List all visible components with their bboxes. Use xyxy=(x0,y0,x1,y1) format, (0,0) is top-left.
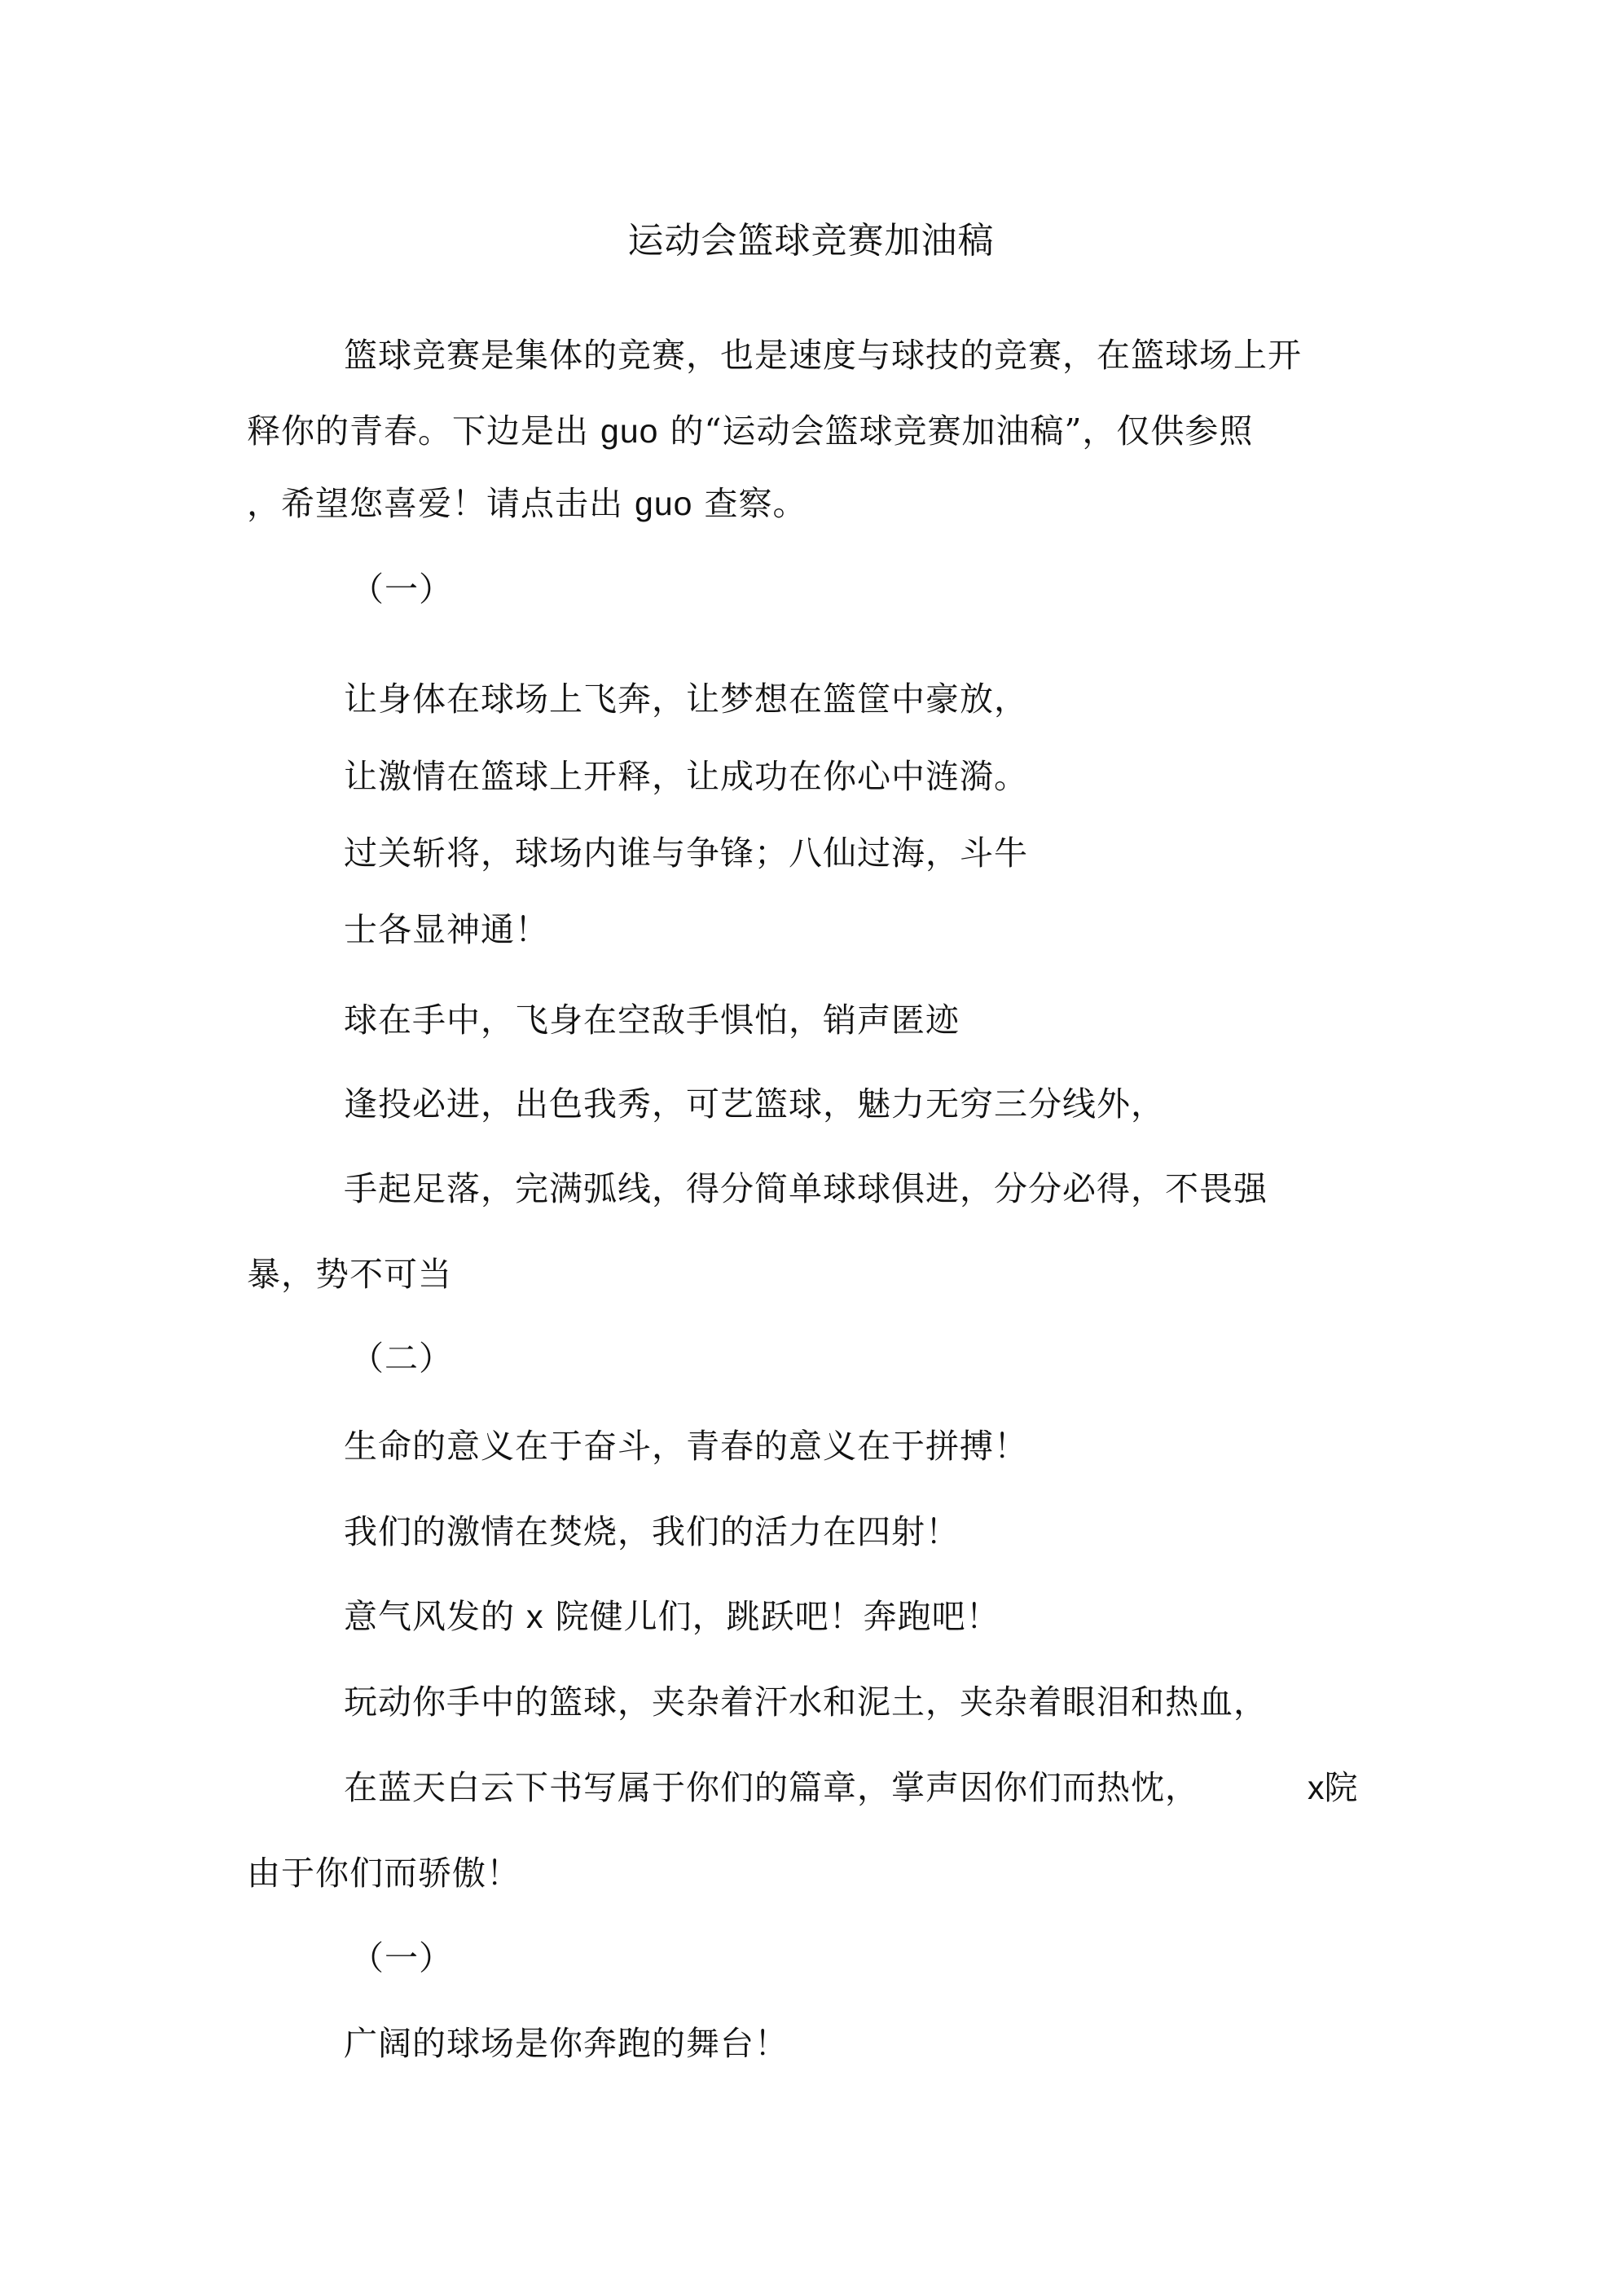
section2-heading: （二） xyxy=(350,1339,453,1378)
intro-line-3-guo: guo xyxy=(635,485,693,522)
intro-line-3-text-b: 查察。 xyxy=(692,484,807,523)
section2-line-1: 生命的意义在于奋斗，青春的意义在于拼搏！ xyxy=(344,1427,1028,1466)
section2-line-5-x: x xyxy=(1308,1769,1325,1806)
intro-line-2-text-a: 释你的青春。下边是出 xyxy=(247,411,601,451)
section2-line-3-x: x xyxy=(526,1598,544,1635)
section1-line: 暴，势不可当 xyxy=(247,1255,452,1294)
section3-heading: （一） xyxy=(350,1938,453,1977)
section2-line-2: 我们的激情在焚烧，我们的活力在四射！ xyxy=(344,1512,960,1551)
section2-line-5-tail xyxy=(1308,1764,1358,1811)
intro-line-2 xyxy=(247,407,1253,455)
intro-line-2-guo: guo xyxy=(600,412,659,450)
intro-line-3-text-a: ，希望您喜爱！请点击出 xyxy=(247,484,635,523)
intro-line-2-text-b: 的“运动会篮球竞赛加油稿”，仅供参照 xyxy=(658,411,1254,451)
section2-line-6: 由于你们而骄傲！ xyxy=(247,1854,521,1893)
section1-heading: （一） xyxy=(350,570,453,609)
section2-line-3-text-a: 意气风发的 xyxy=(344,1597,527,1636)
intro-line-3 xyxy=(247,480,807,527)
section1-line: 过关斩将，球场内谁与争锋；八仙过海，斗牛 xyxy=(344,834,1028,873)
section1-line: 让身体在球场上飞奔，让梦想在篮筐中豪放， xyxy=(344,680,1028,719)
section1-line: 让激情在篮球上开释，让成功在你心中涟漪。 xyxy=(344,757,1028,796)
section2-line-4: 玩动你手中的篮球，夹杂着汗水和泥土，夹杂着眼泪和热血， xyxy=(344,1682,1268,1722)
section2-line-5-end: 院 xyxy=(1324,1768,1358,1807)
section2-line-3 xyxy=(344,1593,1000,1640)
section1-line: 球在手中，飞身在空敌手惧怕，销声匿迹 xyxy=(344,1001,960,1040)
intro-line-1: 篮球竞赛是集体的竞赛，也是速度与球技的竞赛，在篮球场上开 xyxy=(344,336,1302,375)
section1-line: 手起足落，完满弧线，得分简单球球俱进，分分必得，不畏强 xyxy=(344,1169,1268,1208)
section3-line-1: 广阔的球场是你奔跑的舞台！ xyxy=(344,2024,789,2063)
section1-line: 逢投必进，出色我秀，可艺篮球，魅力无穷三分线外， xyxy=(344,1084,1165,1124)
section2-line-5: 在蓝天白云下书写属于你们的篇章，掌声因你们而热忱， xyxy=(344,1768,1199,1807)
document-title: 运动会篮球竞赛加油稿 xyxy=(627,220,995,262)
section2-line-3-text-b: 院健儿们，跳跃吧！奔跑吧！ xyxy=(543,1597,1000,1636)
section1-line: 士各显神通！ xyxy=(344,910,549,949)
